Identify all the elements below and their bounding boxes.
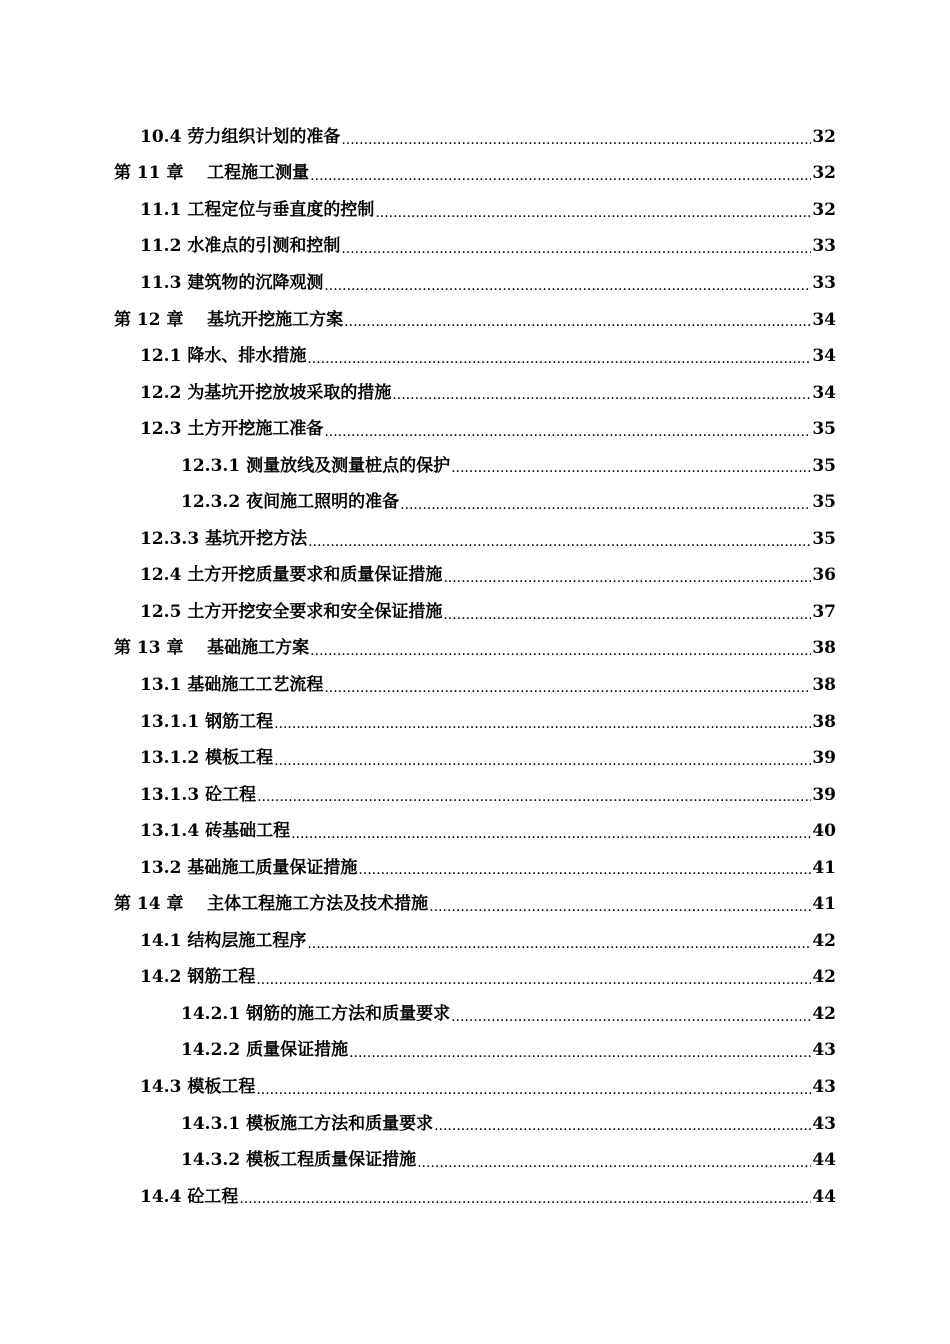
toc-entry-page-number: 34 xyxy=(812,309,836,330)
toc-entry-title: 13.1 基础施工工艺流程 xyxy=(140,674,324,695)
toc-entry-page-number: 38 xyxy=(812,711,836,732)
dot-leader xyxy=(344,315,811,338)
toc-entry-title: 11.2 水准点的引测和控制 xyxy=(140,236,341,257)
dot-leader xyxy=(392,388,811,411)
dot-leader xyxy=(256,1083,811,1106)
dot-leader xyxy=(274,754,811,777)
toc-entry-page-number: 32 xyxy=(812,163,836,184)
dot-leader xyxy=(256,973,811,996)
toc-entry-page-number: 39 xyxy=(812,784,836,805)
toc-entry[interactable] xyxy=(0,375,836,412)
dot-leader xyxy=(443,608,811,631)
toc-entry-title: 13.2 基础施工质量保证措施 xyxy=(140,857,358,878)
dot-leader xyxy=(307,937,811,960)
toc-entry-title: 14.2.1 钢筋的施工方法和质量要求 xyxy=(181,1003,451,1024)
dot-leader xyxy=(429,900,811,923)
toc-entry-page-number: 34 xyxy=(812,382,836,403)
toc-entry[interactable] xyxy=(0,740,836,777)
toc-entry-page-number: 34 xyxy=(812,346,836,367)
toc-entry-title: 12.3.2 夜间施工照明的准备 xyxy=(181,492,400,513)
table-of-contents xyxy=(0,119,950,1215)
toc-entry-page-number: 44 xyxy=(812,1186,836,1207)
toc-entry[interactable] xyxy=(0,448,836,485)
toc-entry-title: 13.1.4 砖基础工程 xyxy=(140,821,291,842)
toc-entry[interactable] xyxy=(0,667,836,704)
dot-leader xyxy=(358,863,811,886)
toc-entry-title: 第 14 章 主体工程施工方法及技术措施 xyxy=(114,894,429,915)
toc-entry-page-number: 35 xyxy=(812,419,836,440)
toc-entry-page-number: 37 xyxy=(812,601,836,622)
toc-entry-title: 12.3.1 测量放线及测量桩点的保护 xyxy=(181,455,451,476)
toc-entry-page-number: 43 xyxy=(812,1113,836,1134)
dot-leader xyxy=(417,1156,811,1179)
toc-entry-page-number: 38 xyxy=(812,674,836,695)
dot-leader xyxy=(257,790,811,813)
toc-entry[interactable] xyxy=(0,1033,836,1070)
dot-leader xyxy=(239,1192,811,1215)
toc-entry-title: 11.1 工程定位与垂直度的控制 xyxy=(140,199,375,220)
toc-entry-title: 第 11 章 工程施工测量 xyxy=(114,163,310,184)
toc-entry[interactable] xyxy=(0,704,836,741)
dot-leader xyxy=(324,425,811,448)
toc-entry-title: 14.3.1 模板施工方法和质量要求 xyxy=(181,1113,434,1134)
toc-entry-page-number: 33 xyxy=(812,236,836,257)
toc-entry-page-number: 43 xyxy=(812,1076,836,1097)
toc-entry-title: 10.4 劳力组织计划的准备 xyxy=(140,126,341,147)
toc-entry[interactable] xyxy=(0,521,836,558)
toc-entry-title: 12.5 土方开挖安全要求和安全保证措施 xyxy=(140,601,443,622)
toc-entry-title: 12.3.3 基坑开挖方法 xyxy=(140,528,308,549)
toc-entry[interactable] xyxy=(0,302,836,339)
toc-entry-title: 12.2 为基坑开挖放坡采取的措施 xyxy=(140,382,392,403)
toc-entry-title: 12.3 土方开挖施工准备 xyxy=(140,419,324,440)
dot-leader xyxy=(400,498,811,521)
toc-entry[interactable] xyxy=(0,594,836,631)
dot-leader xyxy=(451,1010,811,1033)
toc-entry-title: 13.1.2 模板工程 xyxy=(140,748,274,769)
toc-entry-title: 11.3 建筑物的沉降观测 xyxy=(140,272,324,293)
toc-entry[interactable] xyxy=(0,338,836,375)
dot-leader xyxy=(451,461,811,484)
toc-entry-page-number: 32 xyxy=(812,199,836,220)
toc-entry-page-number: 41 xyxy=(812,857,836,878)
dot-leader xyxy=(375,206,811,229)
toc-entry[interactable] xyxy=(0,119,836,156)
toc-entry[interactable] xyxy=(0,813,836,850)
dot-leader xyxy=(274,717,811,740)
dot-leader xyxy=(310,169,811,192)
dot-leader xyxy=(341,242,811,265)
toc-entry[interactable] xyxy=(0,1179,836,1216)
dot-leader xyxy=(443,571,811,594)
toc-entry[interactable] xyxy=(0,886,836,923)
dot-leader xyxy=(291,827,811,850)
toc-entry-title: 12.4 土方开挖质量要求和质量保证措施 xyxy=(140,565,443,586)
toc-entry-title: 13.1.1 钢筋工程 xyxy=(140,711,274,732)
toc-entry-title: 14.2.2 质量保证措施 xyxy=(181,1040,349,1061)
toc-entry-page-number: 38 xyxy=(812,638,836,659)
toc-entry-page-number: 35 xyxy=(812,492,836,513)
toc-entry-page-number: 43 xyxy=(812,1040,836,1061)
toc-entry-page-number: 42 xyxy=(812,967,836,988)
toc-entry[interactable] xyxy=(0,923,836,960)
toc-entry[interactable] xyxy=(0,156,836,193)
toc-entry-page-number: 42 xyxy=(812,1003,836,1024)
toc-entry[interactable] xyxy=(0,192,836,229)
toc-entry-page-number: 39 xyxy=(812,748,836,769)
toc-entry[interactable] xyxy=(0,1069,836,1106)
dot-leader xyxy=(341,133,811,156)
toc-entry[interactable] xyxy=(0,996,836,1033)
toc-entry[interactable] xyxy=(0,777,836,814)
dot-leader xyxy=(349,1046,811,1069)
toc-entry-title: 12.1 降水、排水措施 xyxy=(140,346,307,367)
toc-entry-title: 13.1.3 砼工程 xyxy=(140,784,257,805)
toc-entry-title: 第 12 章 基坑开挖施工方案 xyxy=(114,309,344,330)
toc-entry-page-number: 40 xyxy=(812,821,836,842)
toc-entry-page-number: 35 xyxy=(812,455,836,476)
dot-leader xyxy=(434,1119,811,1142)
toc-entry[interactable] xyxy=(0,411,836,448)
toc-entry[interactable] xyxy=(0,850,836,887)
toc-entry[interactable] xyxy=(0,558,836,595)
toc-entry-page-number: 35 xyxy=(812,528,836,549)
toc-entry-title: 第 13 章 基础施工方案 xyxy=(114,638,310,659)
toc-entry-title: 14.2 钢筋工程 xyxy=(140,967,256,988)
dot-leader xyxy=(307,352,811,375)
toc-entry-title: 14.1 结构层施工程序 xyxy=(140,930,307,951)
toc-entry-page-number: 36 xyxy=(812,565,836,586)
dot-leader xyxy=(310,644,811,667)
toc-entry[interactable] xyxy=(0,960,836,997)
dot-leader xyxy=(324,681,811,704)
toc-entry[interactable] xyxy=(0,1106,836,1143)
toc-entry-page-number: 44 xyxy=(812,1150,836,1171)
toc-entry[interactable] xyxy=(0,265,836,302)
dot-leader xyxy=(308,535,811,558)
toc-entry-page-number: 42 xyxy=(812,930,836,951)
toc-entry-title: 14.4 砼工程 xyxy=(140,1186,239,1207)
toc-entry[interactable] xyxy=(0,1142,836,1179)
toc-entry-page-number: 32 xyxy=(812,126,836,147)
toc-entry-page-number: 41 xyxy=(812,894,836,915)
toc-entry[interactable] xyxy=(0,229,836,266)
toc-entry[interactable] xyxy=(0,484,836,521)
toc-entry[interactable] xyxy=(0,631,836,668)
toc-entry-page-number: 33 xyxy=(812,272,836,293)
toc-entry-title: 14.3.2 模板工程质量保证措施 xyxy=(181,1150,417,1171)
dot-leader xyxy=(324,279,811,302)
toc-entry-title: 14.3 模板工程 xyxy=(140,1076,256,1097)
